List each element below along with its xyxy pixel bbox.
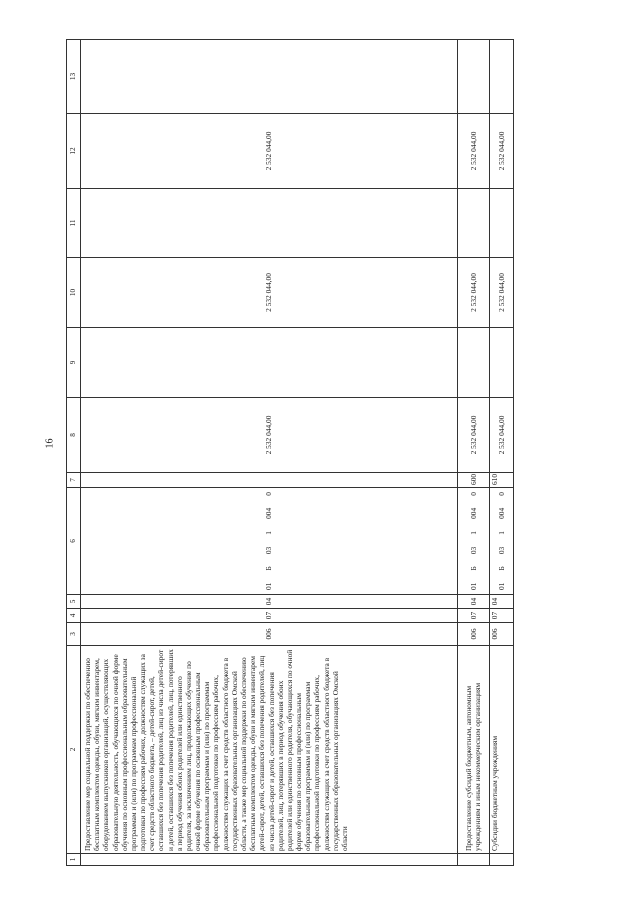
header-cell: 12 — [67, 114, 81, 189]
description-cell: Субсидии бюджетным учреждениям — [490, 646, 514, 854]
amount-cell: 2 532 044,00 — [81, 258, 458, 328]
header-cell: 6 — [67, 488, 81, 595]
amount-cell — [81, 40, 458, 114]
header-cell: 2 — [67, 646, 81, 854]
classification-part: 004 — [468, 507, 478, 519]
classification-part: Б — [264, 566, 274, 571]
expense-type-cell — [81, 473, 458, 488]
row-index-cell — [81, 854, 458, 866]
classification-part: 1 — [468, 530, 478, 535]
classification-part: 004 — [264, 507, 274, 519]
amount-cell — [490, 40, 514, 114]
rotated-page-content — [66, 40, 514, 866]
expense-type-cell: 610 — [490, 473, 514, 488]
header-cell: 5 — [67, 595, 81, 609]
classification-cell — [81, 488, 458, 595]
classification-part: 03 — [264, 546, 274, 555]
header-row — [67, 40, 81, 866]
page-number: 16 — [44, 438, 56, 449]
classification-part: Б — [468, 566, 478, 571]
classification-cell — [457, 488, 489, 595]
description-cell: Предоставление субсидий бюджетным, автономным учреждениям и иным некоммерческим организациям — [457, 646, 489, 854]
amount-cell: 2 532 044,00 — [457, 258, 489, 328]
classification-part: Б — [497, 566, 506, 571]
amount-cell: 2 532 044,00 — [490, 114, 514, 189]
classification-part: 1 — [497, 530, 506, 535]
classification-part: 03 — [468, 546, 478, 555]
header-cell: 7 — [67, 473, 81, 488]
amount-cell: 2 532 044,00 — [81, 114, 458, 189]
table-row — [81, 40, 458, 866]
classification-cell — [490, 488, 514, 595]
section-cell: 07 — [457, 609, 489, 623]
header-cell: 9 — [67, 328, 81, 398]
header-cell: 10 — [67, 258, 81, 328]
table-row — [490, 40, 514, 866]
header-cell: 1 — [67, 854, 81, 866]
classification-part: 004 — [497, 507, 506, 519]
subsection-cell: 04 — [81, 595, 458, 609]
classification-part: 1 — [264, 530, 274, 535]
subsection-cell: 04 — [457, 595, 489, 609]
amount-cell — [490, 328, 514, 398]
subsection-cell: 04 — [490, 595, 514, 609]
amount-cell: 2 532 044,00 — [457, 398, 489, 473]
code-cell: 006 — [457, 623, 489, 646]
amount-cell: 2 532 044,00 — [490, 398, 514, 473]
amount-cell: 2 532 044,00 — [457, 114, 489, 189]
code-cell: 006 — [81, 623, 458, 646]
classification-part: 01 — [264, 582, 274, 590]
amount-cell — [81, 189, 458, 258]
classification-part: 03 — [497, 546, 506, 555]
table-row — [457, 40, 489, 866]
header-cell: 8 — [67, 398, 81, 473]
amount-cell — [457, 189, 489, 258]
classification-part: 0 — [264, 492, 274, 496]
row-index-cell — [490, 854, 514, 866]
classification-part: 0 — [468, 492, 478, 496]
amount-cell — [490, 189, 514, 258]
section-cell: 07 — [81, 609, 458, 623]
amount-cell: 2 532 044,00 — [81, 398, 458, 473]
expense-type-cell: 600 — [457, 473, 489, 488]
budget-table — [66, 39, 514, 866]
row-index-cell — [457, 854, 489, 866]
header-cell: 4 — [67, 609, 81, 623]
header-cell: 13 — [67, 40, 81, 114]
classification-part: 0 — [497, 492, 506, 496]
description-cell: Предоставление мер социальной поддержки по обеспечению бесплатным комплектом одежды, обуви, мягким инвентарем, оборудованием выпускников организаций, осуществляющих образовательную деятельность, обучающихся по очной форме обучения по основным профессиональным образовательным программам и (или) по программам профессиональной подготовки по профессиям рабочих, должностям служащих за счет средств областного бюджета, – детей-сирот, детей, оставшихся без попечения родителей, лиц из числа детей-сирот и детей, оставшихся без попечения родителей, лиц, потерявших в период обучения обоих родителей или единственного родителя, за исключением лиц, продолжающих обучение по очной форме обучения по основным профессиональным образовательным программам и (или) по программам профессиональной подготовки по профессиям рабочих, должностям служащих за счет средств областного бюджета в государственных образовательных организациях Омской области, а также мер социальной поддержки по обеспечению бесплатным комплектом одежды, обуви и мягким инвентарем детей-сирот, детей, оставшихся без попечения родителей, лиц из числа детей-сирот и детей, оставшихся без попечения родителей, лиц, потерявших в период обучения обоих родителей или единственного родителя, обучающихся по очной форме обучения по основным профессиональным образовательным программам и (или) по программам профессиональной подготовки по профессиям рабочих, должностям служащих за счет средств областного бюджета в государственных образовательных организациях Омской области — [81, 646, 458, 854]
section-cell: 07 — [490, 609, 514, 623]
header-cell: 3 — [67, 623, 81, 646]
classification-part: 01 — [468, 582, 478, 590]
amount-cell — [81, 328, 458, 398]
classification-part: 01 — [497, 582, 506, 590]
amount-cell: 2 532 044,00 — [490, 258, 514, 328]
header-cell: 11 — [67, 189, 81, 258]
amount-cell — [457, 40, 489, 114]
code-cell: 006 — [490, 623, 514, 646]
amount-cell — [457, 328, 489, 398]
